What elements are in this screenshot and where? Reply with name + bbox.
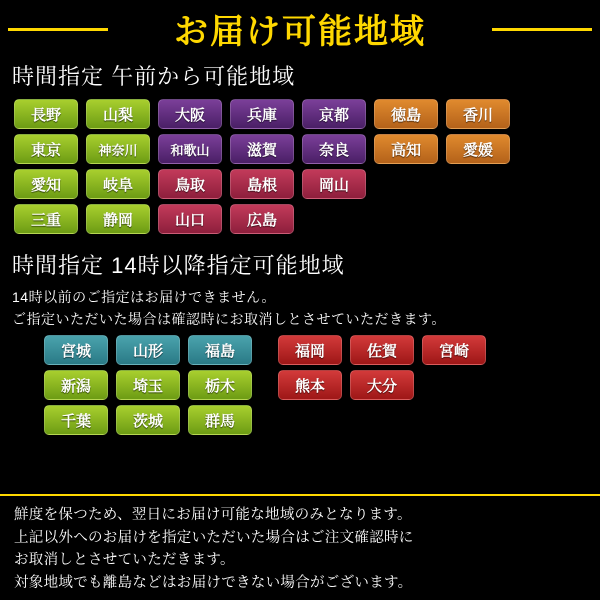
chip-row — [44, 405, 252, 435]
prefecture-chip[interactable]: 埼玉 — [116, 370, 180, 400]
section2-note: ご指定いただいた場合は確認時にお取消しとさせていただきます。 — [12, 311, 446, 327]
prefecture-chip[interactable]: 茨城 — [116, 405, 180, 435]
footer-line: 鮮度を保つため、翌日にお届け可能な地域のみとなります。 — [14, 507, 412, 524]
footer-line: 対象地域でも離島などはお届けできない場合がございます。 — [14, 574, 413, 591]
prefecture-chip[interactable]: 宮城 — [44, 335, 108, 365]
prefecture-chip[interactable]: 三重 — [14, 204, 78, 234]
prefecture-chip[interactable]: 福島 — [188, 335, 252, 365]
chip-row — [278, 370, 486, 400]
footer-line: お取消しとさせていただきます。 — [14, 552, 235, 569]
section2-heading: 時間指定 14時以降指定可能地域 — [12, 253, 345, 278]
title-rule-left — [8, 28, 108, 31]
prefecture-chip[interactable]: 大阪 — [158, 99, 222, 129]
prefecture-chip[interactable]: 山口 — [158, 204, 222, 234]
prefecture-chip[interactable]: 千葉 — [44, 405, 108, 435]
prefecture-chip[interactable]: 栃木 — [188, 370, 252, 400]
prefecture-chip[interactable]: 兵庫 — [230, 99, 294, 129]
prefecture-chip[interactable]: 滋賀 — [230, 134, 294, 164]
chip-row — [14, 169, 600, 199]
chip-row — [14, 204, 600, 234]
chip-row — [14, 134, 600, 164]
section1-heading: 時間指定 午前から可能地域 — [12, 64, 296, 89]
chip-row — [14, 99, 600, 129]
title-rule-right — [492, 28, 592, 31]
prefecture-chip[interactable]: 島根 — [230, 169, 294, 199]
section2-left-column — [44, 335, 252, 440]
footer-notes — [0, 494, 600, 600]
section2-right-column — [278, 335, 486, 440]
page-title: お届け可能地域 — [174, 12, 426, 51]
chip-row — [278, 335, 486, 365]
prefecture-chip[interactable]: 福岡 — [278, 335, 342, 365]
footer-line: 上記以外へのお届けを指定いただいた場合はご注文確認時に — [14, 529, 414, 546]
prefecture-chip[interactable]: 大分 — [350, 370, 414, 400]
prefecture-chip[interactable]: 群馬 — [188, 405, 252, 435]
prefecture-chip[interactable]: 鳥取 — [158, 169, 222, 199]
prefecture-chip[interactable]: 静岡 — [86, 204, 150, 234]
prefecture-chip[interactable]: 愛知 — [14, 169, 78, 199]
section2-chip-grid — [0, 335, 600, 440]
prefecture-chip[interactable]: 愛媛 — [446, 134, 510, 164]
prefecture-chip[interactable]: 新潟 — [44, 370, 108, 400]
prefecture-chip[interactable]: 東京 — [14, 134, 78, 164]
prefecture-chip[interactable]: 京都 — [302, 99, 366, 129]
prefecture-chip[interactable]: 和歌山 — [158, 134, 222, 164]
page-title-row — [0, 0, 600, 56]
prefecture-chip[interactable]: 長野 — [14, 99, 78, 129]
prefecture-chip[interactable]: 岡山 — [302, 169, 366, 199]
prefecture-chip[interactable]: 徳島 — [374, 99, 438, 129]
prefecture-chip[interactable]: 山形 — [116, 335, 180, 365]
prefecture-chip[interactable]: 熊本 — [278, 370, 342, 400]
section1-chip-grid — [0, 97, 600, 234]
prefecture-chip[interactable]: 岐阜 — [86, 169, 150, 199]
prefecture-chip[interactable]: 神奈川 — [86, 134, 150, 164]
prefecture-chip[interactable]: 宮崎 — [422, 335, 486, 365]
section2-note: 14時以前のご指定はお届けできません。 — [12, 289, 276, 305]
prefecture-chip[interactable]: 奈良 — [302, 134, 366, 164]
prefecture-chip[interactable]: 香川 — [446, 99, 510, 129]
prefecture-chip[interactable]: 広島 — [230, 204, 294, 234]
prefecture-chip[interactable]: 山梨 — [86, 99, 150, 129]
prefecture-chip[interactable]: 高知 — [374, 134, 438, 164]
chip-row — [44, 335, 252, 365]
chip-row — [44, 370, 252, 400]
prefecture-chip[interactable]: 佐賀 — [350, 335, 414, 365]
